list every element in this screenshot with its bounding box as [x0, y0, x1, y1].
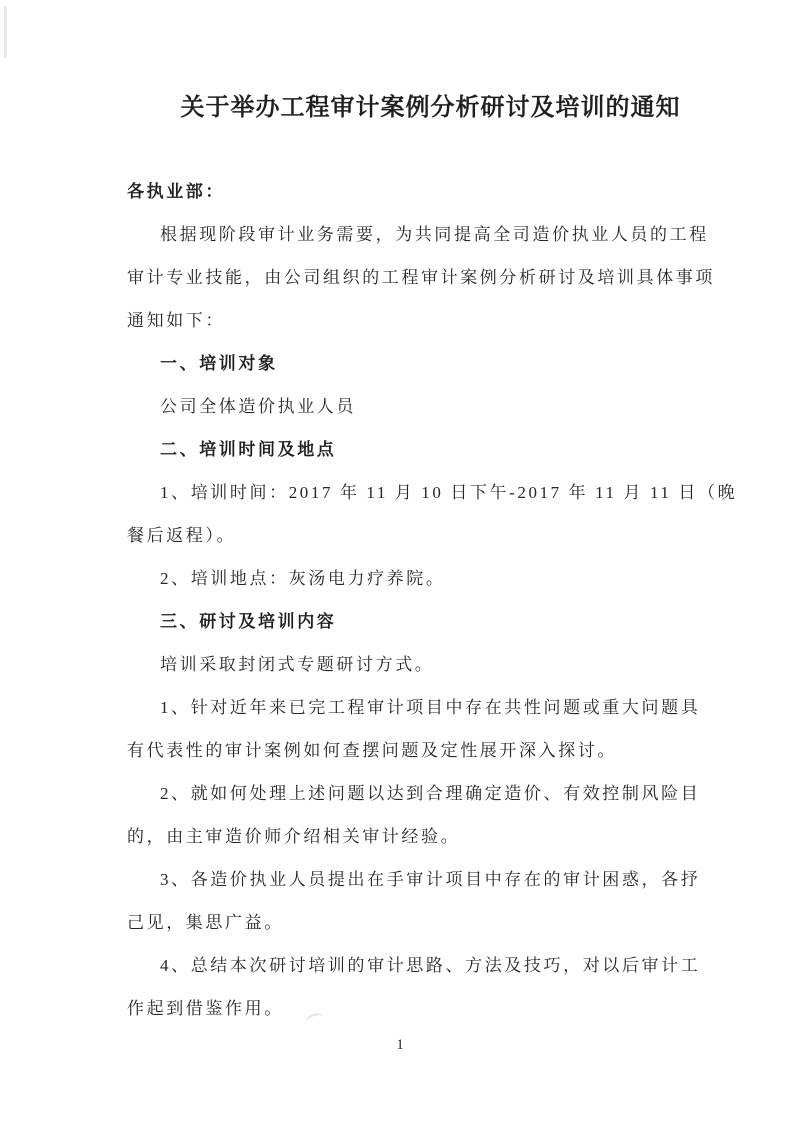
section-3-item-2-line-2: 的，由主审造价师介绍相关审计经验。: [127, 827, 461, 846]
section-2-item-2: 2、培训地点：灰汤电力疗养院。: [160, 569, 446, 588]
section-1-body: 公司全体造价执业人员: [160, 397, 356, 416]
scan-edge-streak: [4, 6, 7, 58]
section-1-heading: 一、培训对象: [160, 354, 278, 373]
document-content: [127, 92, 738, 1030]
intro-line-2: 审计专业技能，由公司组织的工程审计案例分析研讨及培训具体事项: [127, 268, 715, 287]
page-number: 1: [396, 1037, 404, 1053]
section-3-heading: 三、研讨及培训内容: [160, 612, 337, 631]
section-3-item-3-line-2: 己见，集思广益。: [127, 913, 284, 932]
section-3-intro: 培训采取封闭式专题研讨方式。: [160, 655, 435, 674]
section-3-item-1-line-1: 1、针对近年来已完工程审计项目中存在共性问题或重大问题具: [160, 698, 701, 717]
section-3-item-4-line-1: 4、总结本次研讨培训的审计思路、方法及技巧，对以后审计工: [160, 956, 701, 975]
intro-line-3: 通知如下：: [127, 311, 225, 330]
section-2-heading: 二、培训时间及地点: [160, 440, 337, 459]
salutation: 各执业部：: [127, 182, 225, 201]
section-2-item-1-line-1: 1、培训时间：2017 年 11 月 10 日下午-2017 年 11 月 11 日（晚: [160, 483, 738, 502]
section-3-item-1-line-2: 有代表性的审计案例如何查摆问题及定性展开深入探讨。: [127, 741, 617, 760]
document-lines: [127, 170, 738, 1030]
section-3-item-2-line-1: 2、就如何处理上述问题以达到合理确定造价、有效控制风险目: [160, 784, 701, 803]
intro-line-1: 根据现阶段审计业务需要，为共同提高全司造价执业人员的工程: [160, 225, 709, 244]
section-2-item-1-line-2: 餐后返程）。: [127, 526, 237, 545]
document-title: 关于举办工程审计案例分析研讨及培训的通知: [180, 95, 681, 121]
section-3-item-3-line-1: 3、各造价执业人员提出在手审计项目中存在的审计困惑，各抒: [160, 870, 701, 889]
section-3-item-4-line-2: 作起到借鉴作用。: [127, 999, 284, 1018]
